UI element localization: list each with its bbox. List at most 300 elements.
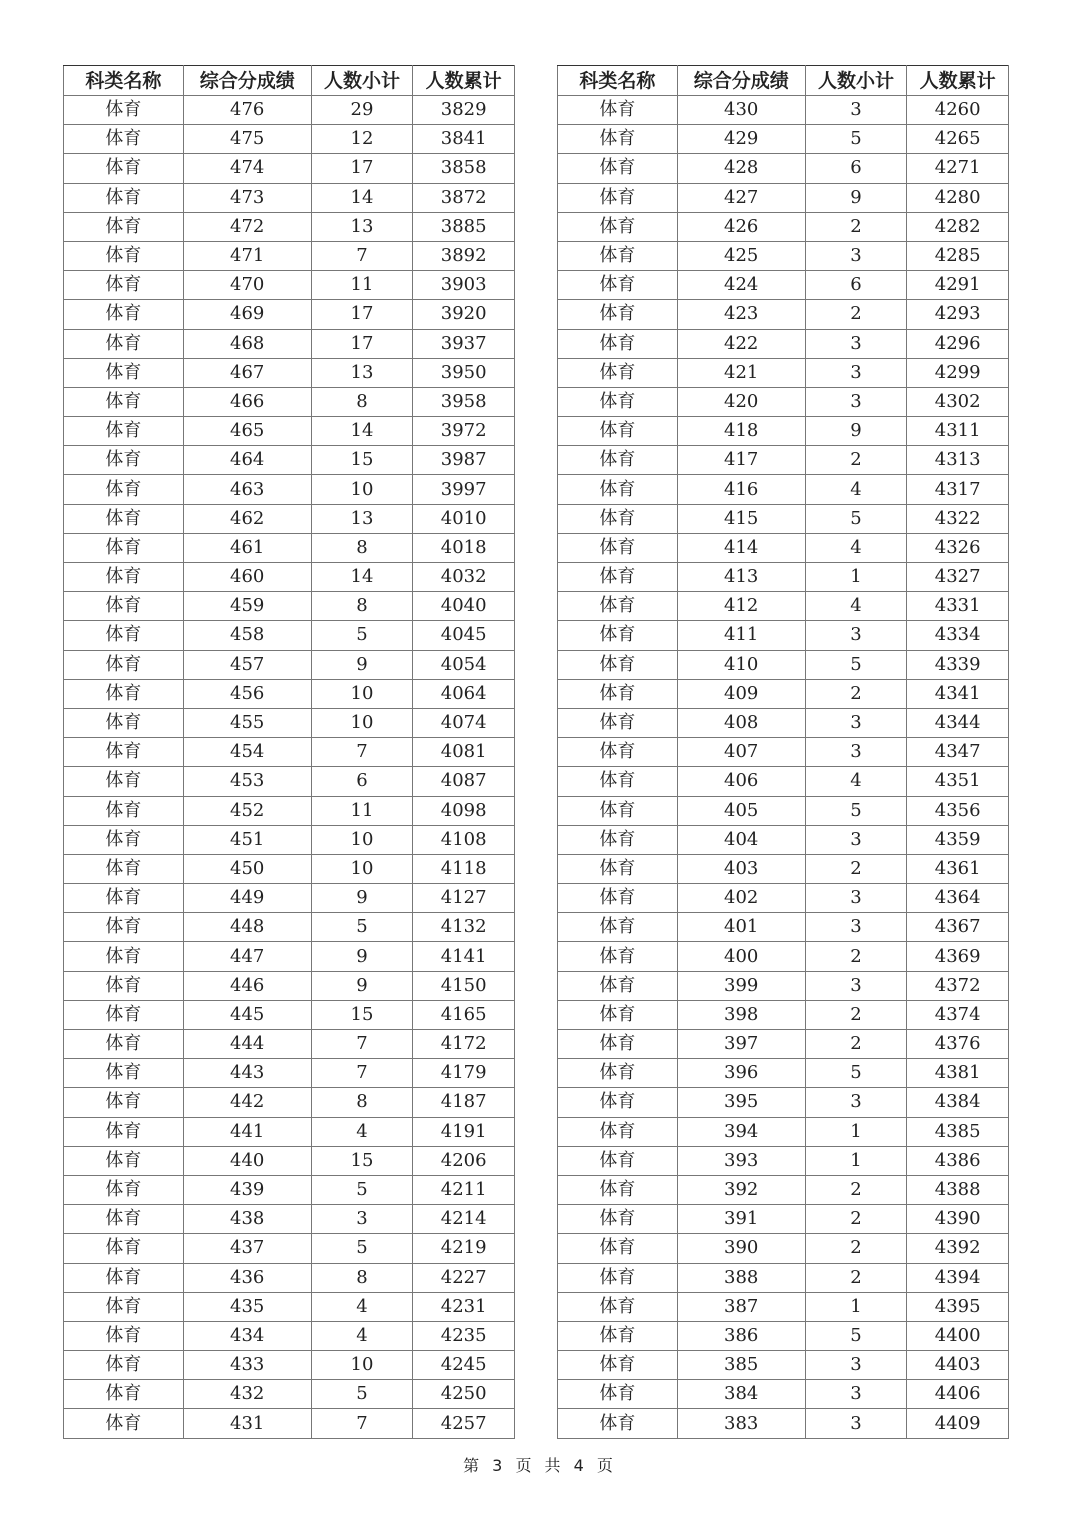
cell-cumulative: 4385 xyxy=(907,1117,1009,1146)
table-row xyxy=(558,1380,1009,1409)
cell-cumulative: 4374 xyxy=(907,1000,1009,1029)
cell-score: 476 xyxy=(183,96,311,125)
cell-category: 体育 xyxy=(558,446,678,475)
cell-cumulative: 4403 xyxy=(907,1351,1009,1380)
cell-score: 461 xyxy=(183,533,311,562)
cell-count: 3 xyxy=(805,1351,907,1380)
cell-category: 体育 xyxy=(558,679,678,708)
cell-category: 体育 xyxy=(558,650,678,679)
cell-category: 体育 xyxy=(558,1234,678,1263)
cell-count: 5 xyxy=(311,1234,413,1263)
cell-cumulative: 4227 xyxy=(413,1263,515,1292)
cell-category: 体育 xyxy=(558,1205,678,1234)
cell-score: 432 xyxy=(183,1380,311,1409)
table-row xyxy=(64,621,515,650)
header-score: 综合分成绩 xyxy=(183,66,311,96)
table-row xyxy=(64,1321,515,1350)
table-row xyxy=(558,738,1009,767)
cell-category: 体育 xyxy=(558,241,678,270)
cell-category: 体育 xyxy=(64,329,184,358)
cell-score: 410 xyxy=(677,650,805,679)
table-row xyxy=(558,1234,1009,1263)
cell-category: 体育 xyxy=(64,1117,184,1146)
cell-count: 4 xyxy=(311,1117,413,1146)
cell-score: 435 xyxy=(183,1292,311,1321)
cell-cumulative: 4285 xyxy=(907,241,1009,270)
cell-category: 体育 xyxy=(558,796,678,825)
cell-cumulative: 4299 xyxy=(907,358,1009,387)
cell-category: 体育 xyxy=(64,1175,184,1204)
table-row xyxy=(558,96,1009,125)
cell-cumulative: 4172 xyxy=(413,1030,515,1059)
cell-count: 9 xyxy=(311,942,413,971)
cell-score: 446 xyxy=(183,971,311,1000)
table-row xyxy=(64,1000,515,1029)
cell-count: 3 xyxy=(311,1205,413,1234)
cell-category: 体育 xyxy=(64,475,184,504)
header-cumulative: 人数累计 xyxy=(907,66,1009,96)
table-row xyxy=(558,125,1009,154)
cell-count: 2 xyxy=(805,1175,907,1204)
cell-count: 3 xyxy=(805,96,907,125)
table-row xyxy=(558,650,1009,679)
cell-count: 13 xyxy=(311,358,413,387)
cell-score: 472 xyxy=(183,212,311,241)
cell-category: 体育 xyxy=(558,183,678,212)
cell-cumulative: 4394 xyxy=(907,1263,1009,1292)
cell-cumulative: 4326 xyxy=(907,533,1009,562)
cell-score: 390 xyxy=(677,1234,805,1263)
cell-count: 2 xyxy=(805,679,907,708)
table-row xyxy=(64,796,515,825)
cell-score: 418 xyxy=(677,417,805,446)
cell-cumulative: 4356 xyxy=(907,796,1009,825)
cell-count: 8 xyxy=(311,387,413,416)
cell-count: 3 xyxy=(805,1088,907,1117)
cell-cumulative: 4064 xyxy=(413,679,515,708)
cell-count: 1 xyxy=(805,1117,907,1146)
cell-score: 416 xyxy=(677,475,805,504)
cell-category: 体育 xyxy=(64,300,184,329)
cell-count: 5 xyxy=(311,1175,413,1204)
cell-category: 体育 xyxy=(64,1088,184,1117)
table-header-row xyxy=(64,66,515,96)
cell-category: 体育 xyxy=(64,1380,184,1409)
cell-cumulative: 4386 xyxy=(907,1146,1009,1175)
cell-cumulative: 4381 xyxy=(907,1059,1009,1088)
cell-category: 体育 xyxy=(64,913,184,942)
cell-score: 424 xyxy=(677,271,805,300)
cell-cumulative: 3885 xyxy=(413,212,515,241)
table-row xyxy=(64,96,515,125)
cell-score: 429 xyxy=(677,125,805,154)
cell-category: 体育 xyxy=(558,1059,678,1088)
cell-category: 体育 xyxy=(558,1321,678,1350)
table-row xyxy=(64,1175,515,1204)
cell-cumulative: 4245 xyxy=(413,1351,515,1380)
table-row xyxy=(558,1030,1009,1059)
table-row xyxy=(558,241,1009,270)
table-row xyxy=(558,942,1009,971)
cell-cumulative: 4231 xyxy=(413,1292,515,1321)
cell-cumulative: 4214 xyxy=(413,1205,515,1234)
cell-count: 7 xyxy=(311,738,413,767)
cell-count: 6 xyxy=(311,767,413,796)
cell-cumulative: 4260 xyxy=(907,96,1009,125)
table-row xyxy=(558,1000,1009,1029)
cell-count: 8 xyxy=(311,1088,413,1117)
cell-cumulative: 4235 xyxy=(413,1321,515,1350)
cell-cumulative: 4187 xyxy=(413,1088,515,1117)
cell-score: 444 xyxy=(183,1030,311,1059)
cell-count: 5 xyxy=(805,1059,907,1088)
cell-score: 475 xyxy=(183,125,311,154)
cell-category: 体育 xyxy=(558,212,678,241)
cell-category: 体育 xyxy=(64,271,184,300)
table-row xyxy=(64,767,515,796)
cell-cumulative: 4388 xyxy=(907,1175,1009,1204)
cell-cumulative: 4250 xyxy=(413,1380,515,1409)
cell-score: 427 xyxy=(677,183,805,212)
cell-score: 433 xyxy=(183,1351,311,1380)
cell-cumulative: 4361 xyxy=(907,854,1009,883)
cell-category: 体育 xyxy=(558,971,678,1000)
cell-score: 434 xyxy=(183,1321,311,1350)
cell-category: 体育 xyxy=(558,417,678,446)
cell-category: 体育 xyxy=(558,913,678,942)
table-row xyxy=(64,183,515,212)
table-row xyxy=(64,1205,515,1234)
table-row xyxy=(64,1409,515,1438)
table-row xyxy=(558,1351,1009,1380)
cell-score: 412 xyxy=(677,592,805,621)
cell-cumulative: 4265 xyxy=(907,125,1009,154)
table-row xyxy=(64,154,515,183)
cell-cumulative: 3872 xyxy=(413,183,515,212)
cell-category: 体育 xyxy=(64,154,184,183)
cell-count: 5 xyxy=(805,504,907,533)
score-table-right xyxy=(557,65,1009,1439)
cell-category: 体育 xyxy=(558,1117,678,1146)
cell-score: 466 xyxy=(183,387,311,416)
cell-cumulative: 4087 xyxy=(413,767,515,796)
cell-score: 467 xyxy=(183,358,311,387)
table-row xyxy=(558,825,1009,854)
cell-count: 10 xyxy=(311,679,413,708)
table-row xyxy=(64,446,515,475)
cell-category: 体育 xyxy=(64,1234,184,1263)
table-row xyxy=(558,621,1009,650)
cell-category: 体育 xyxy=(558,621,678,650)
cell-score: 417 xyxy=(677,446,805,475)
cell-cumulative: 4211 xyxy=(413,1175,515,1204)
table-row xyxy=(64,1059,515,1088)
cell-category: 体育 xyxy=(558,1088,678,1117)
cell-score: 450 xyxy=(183,854,311,883)
table-row xyxy=(558,504,1009,533)
table-row xyxy=(64,1380,515,1409)
cell-cumulative: 3937 xyxy=(413,329,515,358)
cell-cumulative: 4400 xyxy=(907,1321,1009,1350)
table-row xyxy=(558,358,1009,387)
cell-cumulative: 4032 xyxy=(413,563,515,592)
table-row xyxy=(64,1117,515,1146)
table-row xyxy=(64,533,515,562)
cell-category: 体育 xyxy=(64,96,184,125)
cell-category: 体育 xyxy=(558,1380,678,1409)
cell-cumulative: 4372 xyxy=(907,971,1009,1000)
table-row xyxy=(64,738,515,767)
cell-count: 2 xyxy=(805,300,907,329)
table-row xyxy=(558,1321,1009,1350)
table-row xyxy=(64,884,515,913)
cell-count: 5 xyxy=(805,125,907,154)
cell-count: 5 xyxy=(311,913,413,942)
cell-cumulative: 3858 xyxy=(413,154,515,183)
cell-cumulative: 4409 xyxy=(907,1409,1009,1438)
cell-count: 4 xyxy=(805,475,907,504)
table-row xyxy=(558,1117,1009,1146)
header-category: 科类名称 xyxy=(64,66,184,96)
cell-cumulative: 4074 xyxy=(413,708,515,737)
cell-score: 464 xyxy=(183,446,311,475)
cell-category: 体育 xyxy=(558,329,678,358)
cell-score: 393 xyxy=(677,1146,805,1175)
table-row xyxy=(64,854,515,883)
cell-count: 7 xyxy=(311,241,413,270)
cell-score: 383 xyxy=(677,1409,805,1438)
cell-count: 8 xyxy=(311,1263,413,1292)
cell-category: 体育 xyxy=(558,533,678,562)
cell-score: 459 xyxy=(183,592,311,621)
cell-cumulative: 4344 xyxy=(907,708,1009,737)
cell-category: 体育 xyxy=(64,767,184,796)
cell-count: 5 xyxy=(805,650,907,679)
cell-cumulative: 4390 xyxy=(907,1205,1009,1234)
cell-score: 386 xyxy=(677,1321,805,1350)
cell-count: 3 xyxy=(805,884,907,913)
cell-cumulative: 4191 xyxy=(413,1117,515,1146)
table-row xyxy=(558,679,1009,708)
cell-count: 5 xyxy=(311,621,413,650)
cell-category: 体育 xyxy=(64,1146,184,1175)
cell-score: 452 xyxy=(183,796,311,825)
table-row xyxy=(558,884,1009,913)
table-row xyxy=(64,1088,515,1117)
cell-count: 3 xyxy=(805,971,907,1000)
cell-count: 17 xyxy=(311,300,413,329)
table-row xyxy=(64,650,515,679)
cell-category: 体育 xyxy=(64,1205,184,1234)
cell-cumulative: 4127 xyxy=(413,884,515,913)
cell-cumulative: 3903 xyxy=(413,271,515,300)
cell-cumulative: 3829 xyxy=(413,96,515,125)
cell-count: 2 xyxy=(805,854,907,883)
cell-cumulative: 4376 xyxy=(907,1030,1009,1059)
cell-count: 2 xyxy=(805,942,907,971)
cell-cumulative: 4108 xyxy=(413,825,515,854)
table-row xyxy=(64,358,515,387)
cell-category: 体育 xyxy=(64,1292,184,1321)
cell-cumulative: 4327 xyxy=(907,563,1009,592)
cell-cumulative: 4339 xyxy=(907,650,1009,679)
cell-score: 385 xyxy=(677,1351,805,1380)
cell-count: 3 xyxy=(805,708,907,737)
cell-cumulative: 4018 xyxy=(413,533,515,562)
table-row xyxy=(558,329,1009,358)
cell-cumulative: 4141 xyxy=(413,942,515,971)
cell-cumulative: 3987 xyxy=(413,446,515,475)
table-row xyxy=(64,708,515,737)
table-row xyxy=(558,475,1009,504)
cell-category: 体育 xyxy=(558,271,678,300)
cell-count: 15 xyxy=(311,1146,413,1175)
cell-score: 430 xyxy=(677,96,805,125)
cell-count: 2 xyxy=(805,212,907,241)
cell-score: 451 xyxy=(183,825,311,854)
cell-cumulative: 4347 xyxy=(907,738,1009,767)
cell-cumulative: 4132 xyxy=(413,913,515,942)
cell-cumulative: 3950 xyxy=(413,358,515,387)
cell-score: 470 xyxy=(183,271,311,300)
cell-count: 2 xyxy=(805,1205,907,1234)
cell-category: 体育 xyxy=(558,154,678,183)
table-row xyxy=(558,1175,1009,1204)
cell-category: 体育 xyxy=(64,854,184,883)
cell-cumulative: 4282 xyxy=(907,212,1009,241)
cell-category: 体育 xyxy=(64,884,184,913)
cell-category: 体育 xyxy=(64,1030,184,1059)
cell-count: 14 xyxy=(311,183,413,212)
table-row xyxy=(558,913,1009,942)
cell-cumulative: 3958 xyxy=(413,387,515,416)
cell-category: 体育 xyxy=(64,446,184,475)
cell-cumulative: 4098 xyxy=(413,796,515,825)
table-row xyxy=(64,679,515,708)
cell-score: 388 xyxy=(677,1263,805,1292)
cell-category: 体育 xyxy=(558,1175,678,1204)
cell-score: 471 xyxy=(183,241,311,270)
cell-cumulative: 4406 xyxy=(907,1380,1009,1409)
cell-category: 体育 xyxy=(64,738,184,767)
cell-score: 456 xyxy=(183,679,311,708)
cell-score: 422 xyxy=(677,329,805,358)
cell-score: 387 xyxy=(677,1292,805,1321)
cell-category: 体育 xyxy=(64,1059,184,1088)
cell-category: 体育 xyxy=(558,1000,678,1029)
cell-count: 4 xyxy=(311,1292,413,1321)
cell-score: 411 xyxy=(677,621,805,650)
cell-category: 体育 xyxy=(64,563,184,592)
cell-category: 体育 xyxy=(558,1409,678,1438)
cell-score: 398 xyxy=(677,1000,805,1029)
cell-cumulative: 4054 xyxy=(413,650,515,679)
cell-cumulative: 4331 xyxy=(907,592,1009,621)
cell-score: 421 xyxy=(677,358,805,387)
cell-count: 3 xyxy=(805,1409,907,1438)
cell-score: 448 xyxy=(183,913,311,942)
cell-cumulative: 4322 xyxy=(907,504,1009,533)
cell-category: 体育 xyxy=(558,387,678,416)
cell-category: 体育 xyxy=(64,358,184,387)
table-row xyxy=(558,796,1009,825)
cell-count: 15 xyxy=(311,1000,413,1029)
cell-count: 11 xyxy=(311,271,413,300)
table-row xyxy=(558,592,1009,621)
cell-score: 443 xyxy=(183,1059,311,1088)
cell-score: 395 xyxy=(677,1088,805,1117)
cell-category: 体育 xyxy=(558,563,678,592)
table-row xyxy=(558,854,1009,883)
cell-score: 407 xyxy=(677,738,805,767)
cell-score: 401 xyxy=(677,913,805,942)
cell-cumulative: 4165 xyxy=(413,1000,515,1029)
cell-cumulative: 4317 xyxy=(907,475,1009,504)
cell-category: 体育 xyxy=(64,679,184,708)
table-row xyxy=(558,154,1009,183)
cell-cumulative: 3997 xyxy=(413,475,515,504)
cell-score: 473 xyxy=(183,183,311,212)
cell-cumulative: 4280 xyxy=(907,183,1009,212)
cell-cumulative: 4045 xyxy=(413,621,515,650)
table-row xyxy=(558,1059,1009,1088)
table-row xyxy=(64,475,515,504)
table-row xyxy=(64,825,515,854)
cell-score: 415 xyxy=(677,504,805,533)
cell-category: 体育 xyxy=(558,1351,678,1380)
cell-count: 9 xyxy=(311,971,413,1000)
cell-category: 体育 xyxy=(558,1030,678,1059)
cell-cumulative: 4081 xyxy=(413,738,515,767)
cell-count: 3 xyxy=(805,621,907,650)
cell-cumulative: 4302 xyxy=(907,387,1009,416)
cell-count: 3 xyxy=(805,387,907,416)
table-row xyxy=(558,1205,1009,1234)
cell-score: 425 xyxy=(677,241,805,270)
cell-category: 体育 xyxy=(64,650,184,679)
cell-category: 体育 xyxy=(64,1321,184,1350)
cell-category: 体育 xyxy=(558,942,678,971)
table-row xyxy=(64,1292,515,1321)
cell-score: 403 xyxy=(677,854,805,883)
cell-score: 414 xyxy=(677,533,805,562)
cell-category: 体育 xyxy=(558,854,678,883)
cell-score: 463 xyxy=(183,475,311,504)
cell-count: 3 xyxy=(805,825,907,854)
cell-cumulative: 4367 xyxy=(907,913,1009,942)
cell-category: 体育 xyxy=(64,1351,184,1380)
cell-category: 体育 xyxy=(558,125,678,154)
cell-count: 17 xyxy=(311,329,413,358)
cell-cumulative: 4351 xyxy=(907,767,1009,796)
table-row xyxy=(64,563,515,592)
cell-cumulative: 4313 xyxy=(907,446,1009,475)
cell-count: 4 xyxy=(805,533,907,562)
cell-count: 9 xyxy=(311,884,413,913)
table-row xyxy=(64,125,515,154)
cell-count: 13 xyxy=(311,212,413,241)
cell-score: 438 xyxy=(183,1205,311,1234)
cell-count: 2 xyxy=(805,1263,907,1292)
cell-cumulative: 3972 xyxy=(413,417,515,446)
cell-score: 460 xyxy=(183,563,311,592)
cell-count: 10 xyxy=(311,854,413,883)
cell-cumulative: 4341 xyxy=(907,679,1009,708)
cell-count: 4 xyxy=(805,592,907,621)
table-row xyxy=(558,767,1009,796)
cell-score: 469 xyxy=(183,300,311,329)
cell-count: 10 xyxy=(311,475,413,504)
